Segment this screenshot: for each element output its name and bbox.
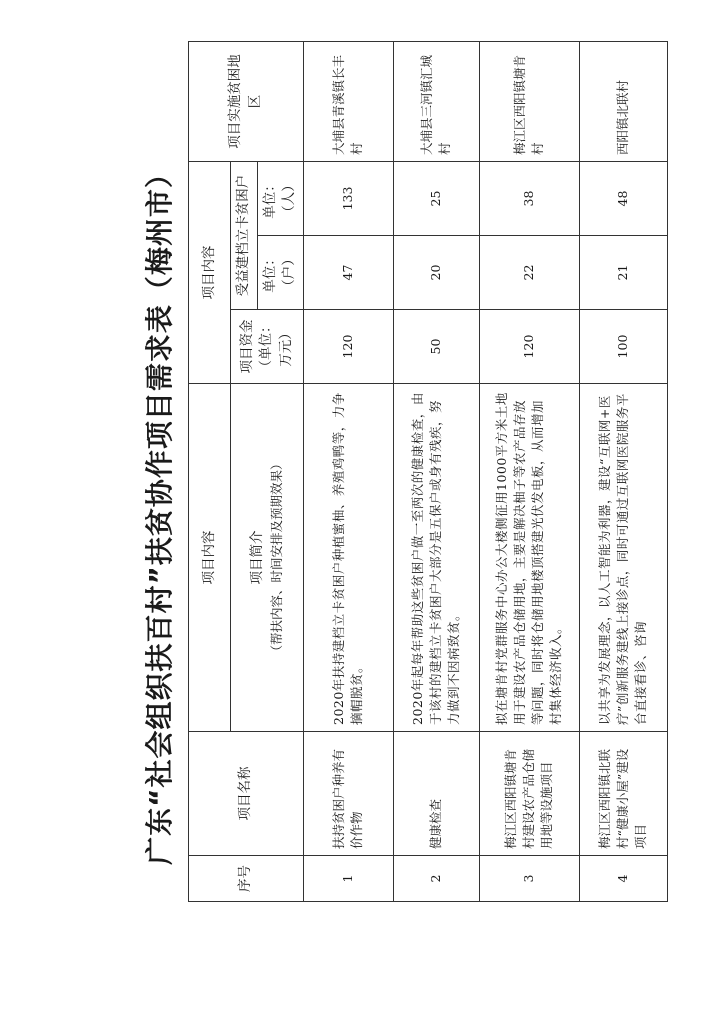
- cell-intro: 2020年起每年帮助这些贫困户做一至两次的健康检查，由于该村的建档立卡贫困户大部分是五保户或身有残疾，努力做到不因病致贫。: [393, 384, 479, 732]
- cell-persons: 133: [303, 161, 393, 235]
- cell-project-name: 扶持贫困户种养有价作物: [303, 732, 393, 856]
- cell-area: 梅江区西阳镇塘肯村: [479, 41, 579, 161]
- cell-seq: 2: [393, 856, 479, 902]
- table-row: [479, 41, 579, 901]
- cell-area: 大埔县三河镇汇城村: [393, 41, 479, 161]
- cell-area: 大埔县青溪镇长丰村: [303, 41, 393, 161]
- cell-funds: 120: [479, 310, 579, 384]
- cell-project-name: 梅江区西阳镇北联村“健康小屋”建设项目: [579, 732, 667, 856]
- header-project-name: 项目名称: [189, 732, 304, 856]
- header-funds: 项目资金（单位：万元）: [231, 310, 304, 384]
- header-content-group-2: 项目内容: [189, 161, 231, 383]
- cell-persons: 48: [579, 161, 667, 235]
- cell-households: 22: [479, 236, 579, 310]
- project-requirements-table: [188, 41, 668, 902]
- header-seq: 序号: [189, 856, 304, 902]
- cell-seq: 4: [579, 856, 667, 902]
- cell-seq: 1: [303, 856, 393, 902]
- cell-persons: 38: [479, 161, 579, 235]
- cell-intro: 2020年扶持建档立卡贫困户种植蜜柚、养殖鸡鸭等，力争摘帽脱贫。: [303, 384, 393, 732]
- header-persons: 单位：（人）: [257, 161, 303, 235]
- header-households: 单位：（户）: [257, 236, 303, 310]
- cell-project-name: 健康检查: [393, 732, 479, 856]
- header-intro-title: 项目简介: [249, 530, 265, 585]
- cell-project-name: 梅江区西阳镇塘肯村建设农产品仓储用地等设施项目: [479, 732, 579, 856]
- cell-area: 西阳镇北联村: [579, 41, 667, 161]
- cell-funds: 100: [579, 310, 667, 384]
- header-area: 项目实施贫困地区: [189, 41, 304, 161]
- cell-intro: 拟在塘肯村党群服务中心办公大楼侧征用1000平方米土地用于建设农产品仓储用地，主要是解决柚子等农产品存放等问题，同时将仓储用地楼顶搭建光伏发电板，从而增加村集体经济收入。: [479, 384, 579, 732]
- table-row: [393, 41, 479, 901]
- cell-funds: 50: [393, 310, 479, 384]
- header-intro-subtitle: （帮扶内容、时间安排及预期效果）: [268, 457, 284, 658]
- header-content-group: 项目内容: [189, 384, 231, 732]
- cell-households: 20: [393, 236, 479, 310]
- header-beneficiary: 受益建档立卡贫困户: [231, 161, 258, 309]
- table-row: [303, 41, 393, 901]
- table-row: [579, 41, 667, 901]
- cell-persons: 25: [393, 161, 479, 235]
- cell-intro: 以共享为发展理念，以人工智能为利器，建设“互联网+医疗”创新服务建线上接诊点，同时可通过互联网医院服务平台直接看诊、咨询: [579, 384, 667, 732]
- cell-households: 47: [303, 236, 393, 310]
- cell-seq: 3: [479, 856, 579, 902]
- cell-funds: 120: [303, 310, 393, 384]
- document-title: 广东“社会组织扶百村”扶贫协作项目需求表（梅州市）: [143, 159, 176, 865]
- header-intro: [231, 384, 304, 732]
- cell-households: 21: [579, 236, 667, 310]
